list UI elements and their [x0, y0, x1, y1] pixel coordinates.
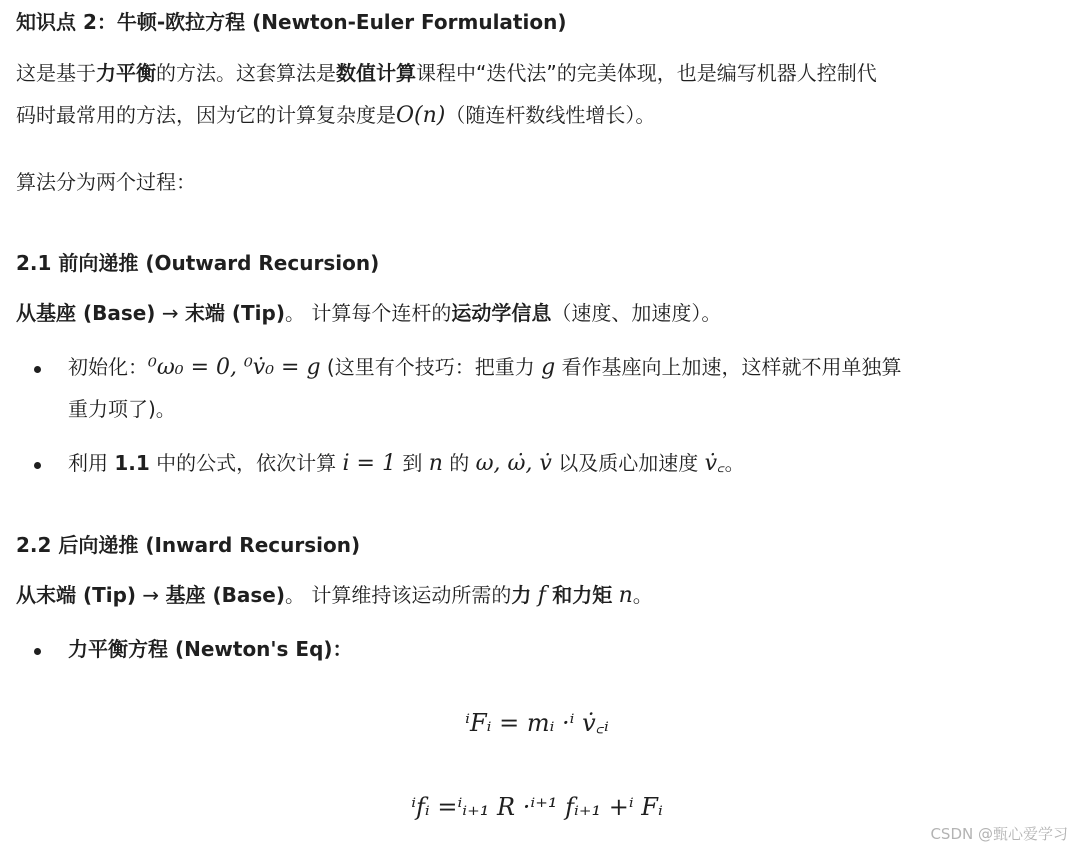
bullet-dot: [34, 462, 41, 469]
bullet-dot: [34, 366, 41, 373]
section-heading-2-1: 2.1 前向递推 (Outward Recursion): [16, 251, 380, 275]
arrow-symbol: →: [161, 301, 179, 325]
section-heading-2-2: 2.2 后向递推 (Inward Recursion): [16, 533, 361, 557]
section-2-2-summary: 从末端 (Tip) → 基座 (Base)。 计算维持该运动所需的力 f 和力矩 n。: [16, 583, 653, 608]
list-item-initialize-cont: 重力项了)。: [68, 397, 176, 421]
bullet-dot: [34, 648, 41, 655]
complexity-formula: O(n): [396, 103, 446, 128]
intro-line-3: 算法分为两个过程：: [16, 170, 196, 194]
equation-force-recursion: ⁱfᵢ =ⁱᵢ₊₁ R ·ⁱ⁺¹ fᵢ₊₁ +ⁱ Fᵢ: [411, 793, 663, 821]
bold-term-numerical-computation: 数值计算: [336, 61, 416, 85]
list-item-initialize: 初始化：⁰ω₀ = 0, ⁰v̇₀ = g (这里有个技巧：把重力 g 看作基座向上加速，这样就不用单独算: [68, 355, 902, 380]
section-2-1-summary: 从基座 (Base) → 末端 (Tip)。 计算每个连杆的运动学信息（速度、加速度）。: [16, 301, 722, 325]
list-item-iterate: 利用 1.1 中的公式，依次计算 i = 1 到 n 的 ω, ω̇, v̇ 以及质心加速度 v̇꜀。: [68, 451, 745, 476]
page-title: 知识点 2：牛顿-欧拉方程 (Newton-Euler Formulation): [16, 10, 567, 34]
watermark: CSDN @甄心爱学习: [930, 825, 1068, 843]
arrow-symbol: →: [142, 583, 160, 607]
bold-term-force-balance: 力平衡: [96, 61, 156, 85]
intro-line-2: 码时最常用的方法，因为它的计算复杂度是O(n)（随连杆数线性增长）。: [16, 103, 656, 128]
list-item-newton-eq: 力平衡方程 (Newton's Eq)：: [68, 637, 353, 661]
init-formula: ⁰ω₀ = 0, ⁰v̇₀ = g: [148, 355, 321, 380]
equation-newton-force: ⁱFᵢ = mᵢ ·ⁱ v̇꜀ᵢ: [465, 709, 609, 737]
intro-line-1: 这是基于力平衡的方法。这套算法是数值计算课程中“迭代法”的完美体现，也是编写机器人控制代: [16, 61, 877, 85]
